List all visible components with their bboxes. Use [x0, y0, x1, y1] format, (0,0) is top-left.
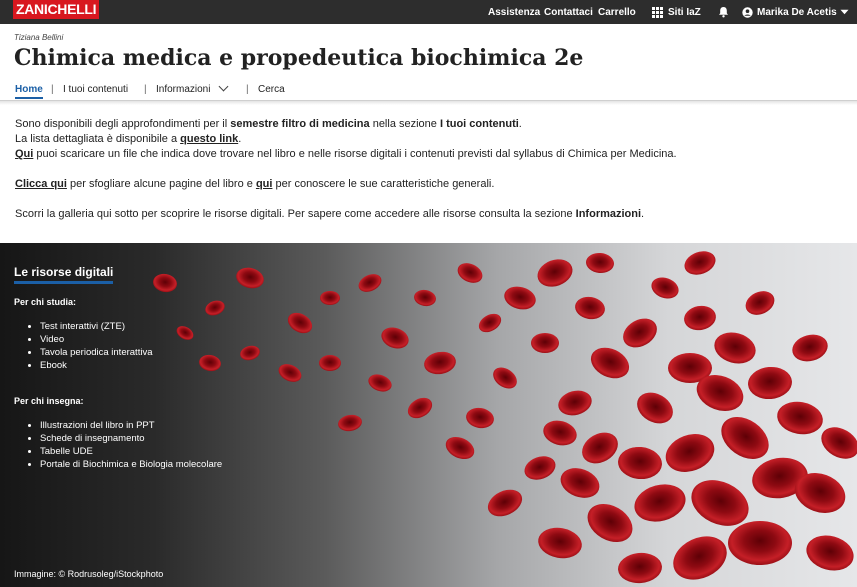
red-blood-cell	[489, 363, 521, 393]
text-bold: Informazioni	[575, 208, 642, 220]
text-bold: I tuoi contenuti	[439, 118, 519, 130]
text: puoi scaricare un file che indica dove trovare nel libro e nelle risorse digitali i contenuti previsti dal syllabus di Chimica per Medicina.	[33, 148, 677, 160]
red-blood-cell	[617, 445, 664, 481]
tab-informazioni-label: Informazioni	[156, 84, 211, 95]
red-blood-cell	[630, 479, 690, 527]
red-blood-cell	[789, 331, 831, 365]
red-blood-cell	[618, 313, 662, 354]
subnav-divider: |	[144, 84, 147, 95]
red-blood-cell	[816, 421, 857, 465]
red-blood-cell	[378, 324, 411, 352]
red-blood-cell	[681, 247, 719, 279]
book-author: Tiziana Bellini	[14, 33, 64, 42]
red-blood-cell	[632, 386, 679, 429]
contattaci-label: Contattaci	[544, 6, 593, 18]
intro-line-1	[15, 117, 855, 132]
qui-download-link[interactable]: Qui	[15, 148, 34, 160]
red-blood-cell	[555, 387, 594, 419]
red-blood-cell	[577, 426, 624, 469]
intro-line-5	[15, 207, 855, 222]
red-blood-cell	[337, 413, 363, 433]
apps-grid-icon	[652, 7, 663, 18]
list-item: • Video	[40, 333, 222, 346]
list-item: • Illustrazioni del libro in PPT	[40, 419, 222, 432]
assistenza-label: Assistenza	[488, 6, 541, 18]
red-blood-cell	[413, 288, 437, 308]
red-blood-cell	[581, 496, 640, 549]
red-blood-cell	[319, 355, 341, 371]
list-item: • Tabelle UDE	[40, 445, 222, 458]
red-blood-cell	[711, 328, 759, 368]
intro-text	[15, 117, 855, 222]
tab-informazioni[interactable]	[156, 84, 227, 95]
intro-line-2	[15, 132, 855, 147]
insegna-list	[40, 419, 222, 471]
list-item: • Portale di Biochimica e Biologia molecolare	[40, 458, 222, 471]
text: per conoscere le sue caratteristiche generali.	[272, 178, 495, 190]
header-shadow	[0, 101, 857, 105]
red-blood-cell	[239, 344, 262, 363]
list-item: • Test interattivi (ZTE)	[40, 320, 222, 333]
subnav-divider: |	[51, 84, 54, 95]
red-blood-cell	[366, 371, 394, 394]
red-blood-cell	[573, 295, 606, 322]
studia-list	[40, 320, 222, 372]
clicca-qui-link[interactable]: Clicca qui	[15, 178, 67, 190]
risorse-heading: Le risorse digitali	[14, 265, 113, 284]
image-credit: Immagine: © Rodrusoleg/iStockphoto	[14, 569, 164, 579]
subnav-divider: |	[246, 84, 249, 95]
red-blood-cell	[747, 365, 794, 401]
red-blood-cell	[802, 530, 857, 575]
user-icon	[742, 7, 753, 18]
text: .	[641, 208, 645, 220]
contattaci-link[interactable]	[544, 0, 593, 24]
list-item: • Schede di insegnamento	[40, 432, 222, 445]
text: .	[518, 118, 522, 130]
list-item: • Tavola periodica interattiva	[40, 346, 222, 359]
assistenza-link[interactable]	[488, 0, 540, 24]
page-title: Chimica medica e propedeutica biochimica 2e	[14, 45, 584, 71]
red-blood-cell	[617, 551, 663, 585]
red-blood-cell	[521, 452, 559, 484]
red-blood-cell	[660, 428, 719, 479]
red-blood-cell	[728, 521, 792, 565]
red-blood-cell	[454, 259, 485, 286]
red-blood-cell	[556, 463, 603, 503]
red-blood-cell	[742, 287, 778, 320]
carrello-label: Carrello	[598, 6, 636, 18]
red-blood-cell	[502, 283, 539, 313]
caret-down-icon	[840, 9, 849, 15]
text: per sfogliare alcune pagine del libro e	[66, 178, 256, 190]
siti-iaz-button[interactable]	[652, 0, 701, 24]
red-blood-cell	[713, 408, 776, 467]
red-blood-cell	[276, 361, 305, 386]
text: Sono disponibili degli approfondimenti per il	[15, 118, 231, 130]
red-blood-cell	[464, 406, 495, 431]
red-blood-cell	[586, 342, 634, 384]
chevron-down-icon	[219, 82, 229, 92]
intro-line-3	[15, 147, 855, 162]
questo-link[interactable]: questo link	[180, 133, 239, 145]
red-blood-cell	[534, 255, 577, 292]
text: nella sezione	[369, 118, 440, 130]
qui-caratteristiche-link[interactable]: qui	[255, 178, 273, 190]
red-blood-cell	[404, 394, 436, 423]
tab-i-tuoi-contenuti[interactable]: I tuoi contenuti	[63, 84, 129, 95]
user-menu[interactable]	[742, 0, 849, 24]
red-blood-cell	[476, 310, 505, 336]
zanichelli-logo[interactable]: ZANICHELLI	[13, 0, 99, 19]
per-chi-studia-title: Per chi studia:	[14, 297, 77, 307]
bell-icon	[718, 6, 729, 18]
red-blood-cell	[234, 265, 266, 292]
red-blood-cell	[320, 291, 340, 305]
book-subnav	[0, 82, 857, 101]
per-chi-insegna-title: Per chi insegna:	[14, 396, 84, 406]
red-blood-cell	[585, 252, 615, 274]
tab-home[interactable]: Home	[15, 84, 43, 99]
text: .	[238, 133, 242, 145]
text: Scorri la galleria qui sotto per scoprire le risorse digitali. Per sapere come accedere alle risorse consulta la sezione	[15, 208, 576, 220]
red-blood-cell	[531, 333, 559, 353]
carrello-link[interactable]	[598, 0, 636, 24]
red-blood-cell	[648, 274, 681, 302]
tab-cerca[interactable]: Cerca	[258, 84, 285, 95]
red-blood-cell	[284, 309, 316, 338]
red-blood-cell	[536, 524, 585, 561]
list-item: • Ebook	[40, 359, 222, 372]
text: La lista dettagliata è disponibile a	[15, 133, 181, 145]
red-blood-cell	[356, 271, 385, 296]
red-blood-cell	[442, 433, 478, 464]
risorse-digitali-banner	[0, 243, 857, 587]
intro-line-4	[15, 177, 855, 192]
red-blood-cell	[484, 485, 527, 522]
notifications-button[interactable]	[718, 0, 729, 24]
top-bar	[0, 0, 857, 24]
siti-iaz-label: Siti IaZ	[668, 6, 701, 18]
risorse-panel	[14, 263, 222, 471]
red-blood-cell	[422, 349, 457, 376]
red-blood-cell	[682, 303, 718, 332]
red-blood-cell	[775, 398, 826, 438]
red-blood-cell	[540, 417, 579, 449]
red-blood-cell	[666, 528, 734, 587]
user-name: Marika De Acetis	[757, 6, 837, 18]
text-bold: semestre filtro di medicina	[230, 118, 370, 130]
